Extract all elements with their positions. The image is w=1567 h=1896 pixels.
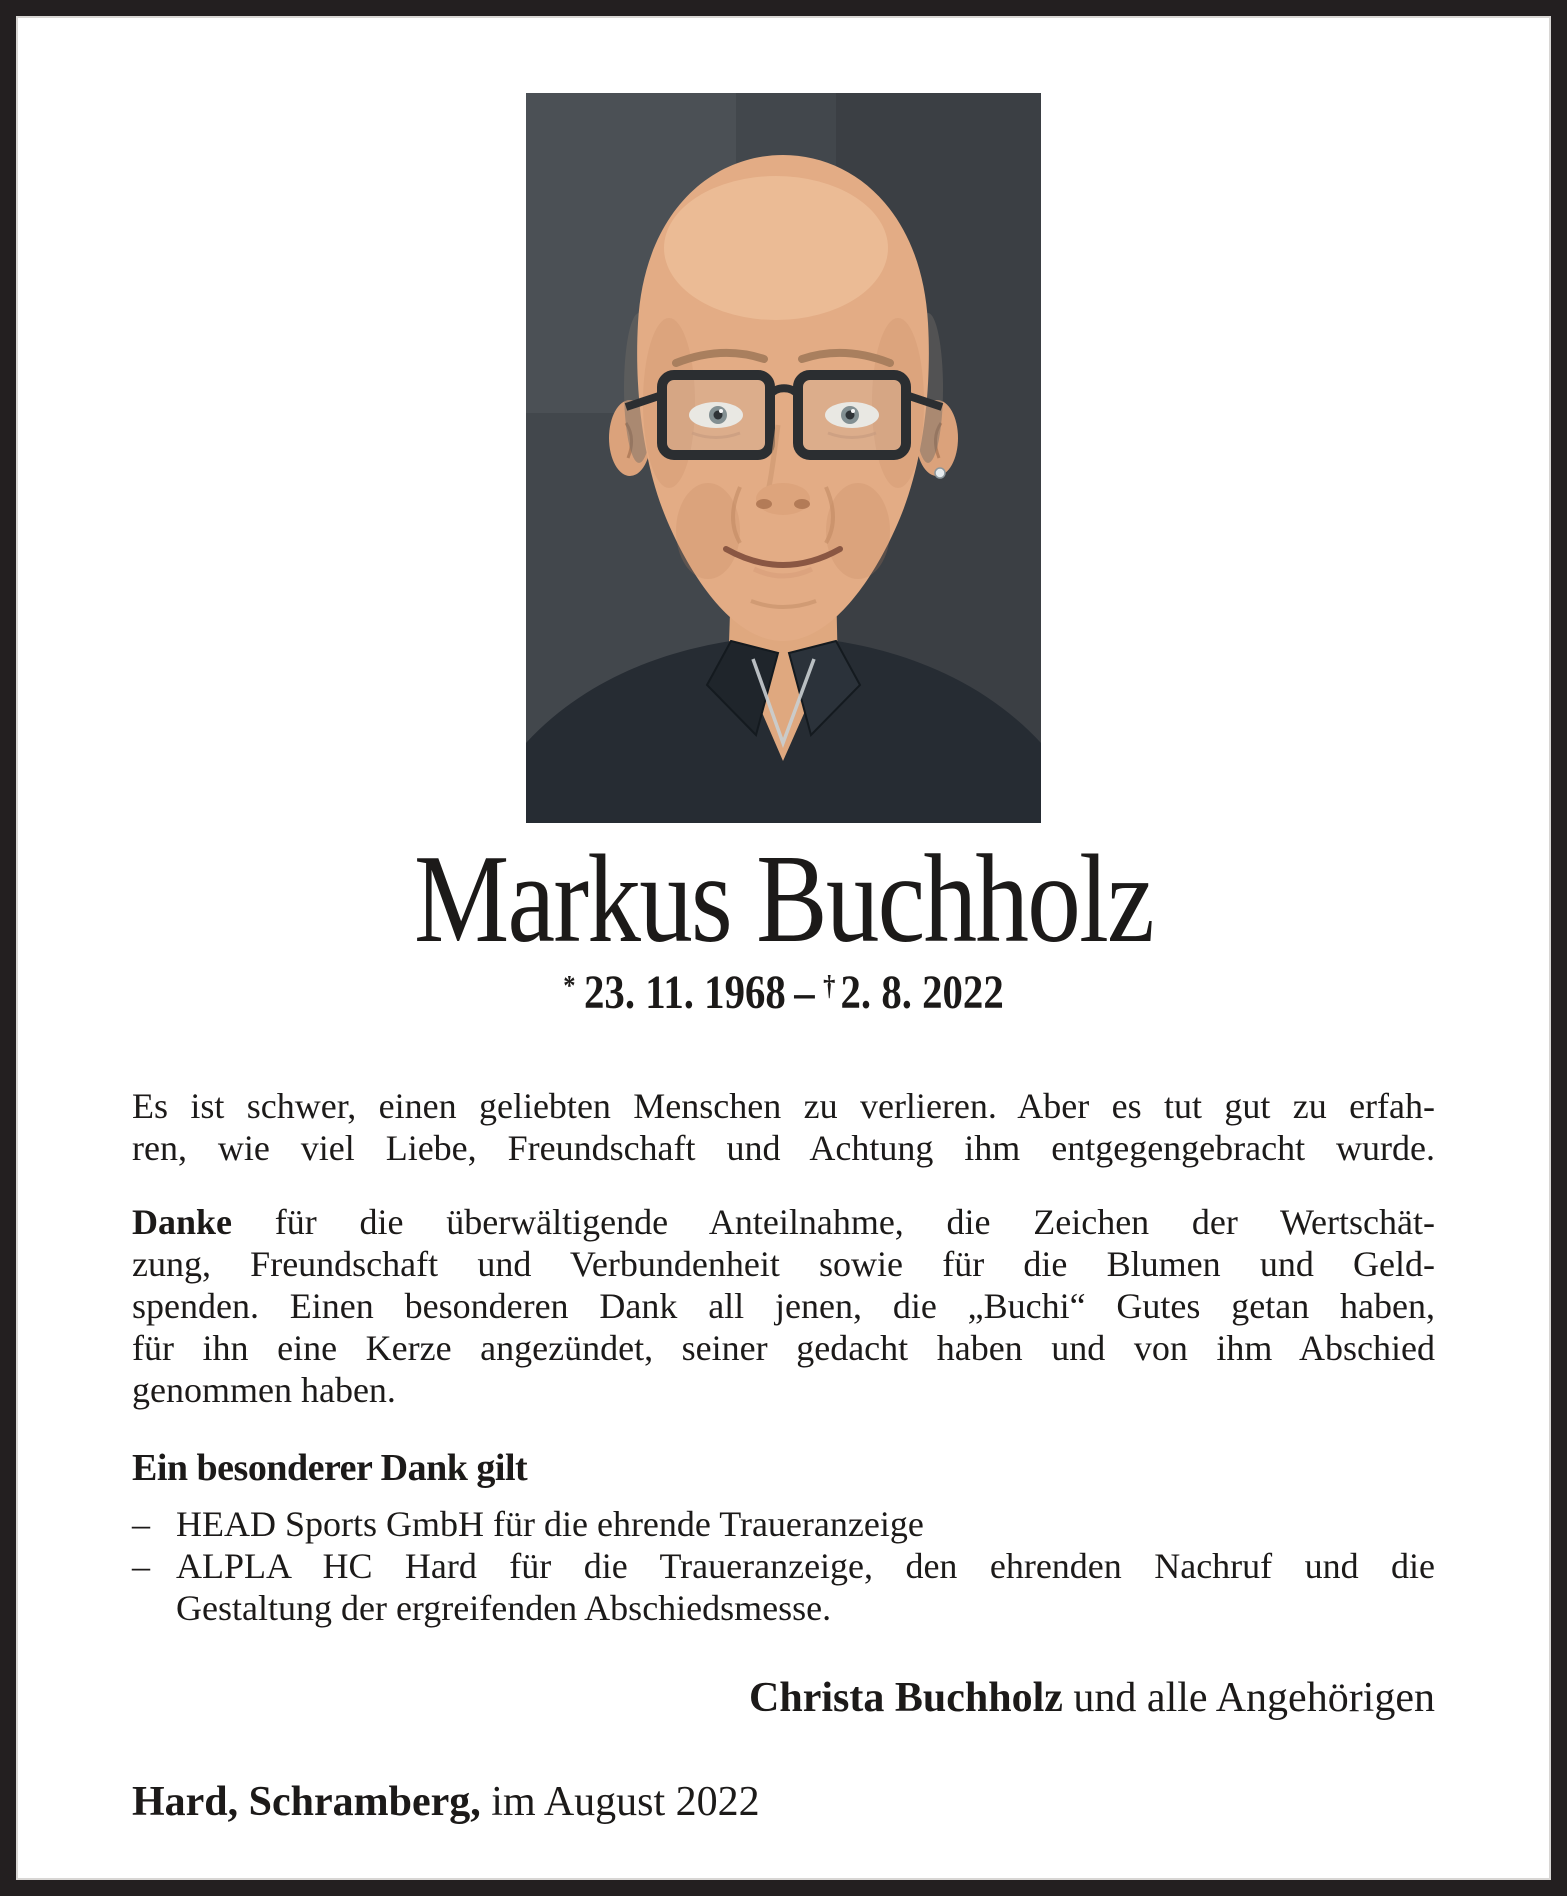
item-line: Gestaltung der ergreifenden Abschiedsmesse. [176,1588,832,1628]
nostril-right [794,499,810,509]
intro-line-2: ren, wie viel Liebe, Freundschaft und Achtung ihm entgegengebracht wurde. [132,1128,1435,1168]
special-thanks-list [132,1503,1435,1629]
intro-line-1: Es ist schwer, einen geliebten Menschen zu verlieren. Aber es tut gut zu erfah- [132,1086,1435,1126]
death-symbol: † [823,970,836,1003]
item-line: HEAD Sports GmbH für die ehrende Traueranzeige [176,1504,924,1544]
birth-symbol: * [563,970,576,1003]
item-lines [176,1503,1435,1545]
dates-separator: – [794,966,815,1019]
thanks-line-1-rest: für die überwältigende Anteilnahme, die Zeichen der Wertschät- [232,1202,1435,1242]
forehead-highlight [664,176,888,320]
signature-rest: und alle Angehörigen [1062,1675,1435,1721]
item-dash: – [132,1546,150,1586]
thanks-line-5: genommen haben. [132,1370,396,1410]
thanks-line-2: zung, Freundschaft und Verbundenheit sowie für die Blumen und Geld- [132,1244,1435,1284]
thanks-lead: Danke [132,1202,233,1242]
life-dates [131,967,1436,1025]
signature-name: Christa Buchholz [749,1675,1063,1721]
signature-line [132,1675,1435,1721]
dateline-place: Hard, Schramberg, [132,1779,481,1825]
item-line: ALPLA HC Hard für die Traueranzeige, den ehrenden Nachruf und die [176,1546,1435,1586]
list-item [132,1503,1435,1545]
birth-date: 23. 11. 1968 [584,966,786,1019]
portrait-illustration [526,93,1041,823]
intro-paragraph [132,1085,1435,1169]
special-thanks-heading: Ein besonderer Dank gilt [132,1447,528,1489]
item-lines [176,1545,1435,1629]
death-date: 2. 8. 2022 [840,966,1004,1019]
dateline [132,1779,1435,1825]
list-item [132,1545,1435,1629]
nostril-left [756,499,772,509]
item-dash: – [132,1504,150,1544]
deceased-name: Markus Buchholz [414,830,1153,969]
thanks-line-3: spenden. Einen besonderen Dank all jenen, die „Buchi“ Gutes getan haben, [132,1286,1435,1326]
thanks-line-1 [132,1201,1435,1243]
earring [935,468,945,478]
thanks-paragraph [132,1201,1435,1411]
portrait-photo [526,93,1041,823]
dateline-rest: im August 2022 [480,1779,760,1825]
nose-tip [756,483,810,515]
thanks-line-4: für ihn eine Kerze angezündet, seiner gedacht haben und von ihm Abschied [132,1328,1435,1368]
jowl-left [676,483,740,579]
jowl-right [826,483,890,579]
notice-body [132,1085,1435,1629]
